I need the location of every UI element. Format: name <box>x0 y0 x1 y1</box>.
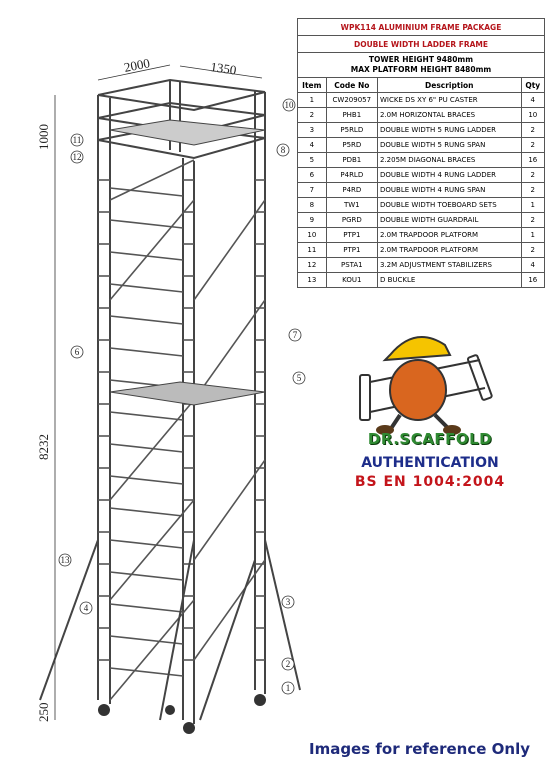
table-row <box>298 273 545 288</box>
dim-depth: 1350 <box>209 59 238 78</box>
horizontal-brace <box>110 604 183 612</box>
table-row <box>298 213 545 228</box>
callout-label: 11 <box>72 135 82 145</box>
cell-qty: 2 <box>521 243 544 258</box>
dim-guard: 1000 <box>36 124 51 150</box>
cell-qty: 1 <box>521 198 544 213</box>
cell-item: 3 <box>298 123 327 138</box>
cell-code: P5RD <box>326 138 377 153</box>
horizontal-brace <box>110 668 183 676</box>
standard-label: BS EN 1004:2004 <box>354 474 506 490</box>
cell-description: DOUBLE WIDTH GUARDRAIL <box>378 213 522 228</box>
table-subtitle-row <box>298 36 545 53</box>
cell-description: DOUBLE WIDTH 5 RUNG LADDER <box>378 123 522 138</box>
callout-11 <box>71 134 83 146</box>
cell-item: 8 <box>298 198 327 213</box>
cell-item: 2 <box>298 108 327 123</box>
dim-height: 8232 <box>36 434 51 460</box>
callout-label: 13 <box>60 555 70 565</box>
callout-3 <box>282 596 294 608</box>
parts-table <box>297 18 545 288</box>
horizontal-brace <box>110 348 183 356</box>
table-header-row <box>298 78 545 93</box>
table-row <box>298 258 545 273</box>
cell-description: DOUBLE WIDTH 4 RUNG LADDER <box>378 168 522 183</box>
cell-description: 2.0M TRAPDOOR PLATFORM <box>378 243 522 258</box>
cell-code: P4RLD <box>326 168 377 183</box>
header-code: Code No <box>326 78 377 93</box>
cell-qty: 2 <box>521 183 544 198</box>
table-row <box>298 228 545 243</box>
cell-qty: 4 <box>521 258 544 273</box>
cell-description: 2.205M DIAGONAL BRACES <box>378 153 522 168</box>
table-row <box>298 153 545 168</box>
cell-item: 12 <box>298 258 327 273</box>
cell-item: 11 <box>298 243 327 258</box>
max-platform-height: MAX PLATFORM HEIGHT 8480mm <box>350 65 492 74</box>
callout-label: 5 <box>296 373 302 383</box>
dim-base: 250 <box>36 702 51 722</box>
cell-code: P4RD <box>326 183 377 198</box>
table-row <box>298 138 545 153</box>
dim-width: 2000 <box>122 55 152 75</box>
cell-qty: 4 <box>521 93 544 108</box>
cell-qty: 2 <box>521 123 544 138</box>
callout-label: 12 <box>72 152 82 162</box>
cell-code: CW209057 <box>326 93 377 108</box>
horizontal-brace <box>110 444 183 452</box>
table-row <box>298 243 545 258</box>
table-row <box>298 168 545 183</box>
cell-qty: 16 <box>521 153 544 168</box>
header-item: Item <box>298 78 327 93</box>
callout-label: 8 <box>280 145 286 155</box>
callout-label: 4 <box>83 603 89 613</box>
callout-label: 2 <box>285 659 291 669</box>
callout-1 <box>282 682 294 694</box>
cell-code: PDB1 <box>326 153 377 168</box>
cell-code: PTP1 <box>326 228 377 243</box>
cell-description: WICKE DS XY 6" PU CASTER <box>378 93 522 108</box>
cell-code: PTP1 <box>326 243 377 258</box>
table-row <box>298 183 545 198</box>
cell-code: P5RLD <box>326 123 377 138</box>
dr-scaffold-mascot-icon <box>340 320 520 500</box>
brand-name: DR.SCAFFOLD <box>367 430 493 448</box>
header-description: Description <box>378 78 522 93</box>
cell-description: DOUBLE WIDTH 5 RUNG SPAN <box>378 138 522 153</box>
package-title: WPK114 ALUMINIUM FRAME PACKAGE <box>298 19 545 36</box>
cell-qty: 10 <box>521 108 544 123</box>
horizontal-brace <box>110 412 183 420</box>
cell-code: PSTA1 <box>326 258 377 273</box>
horizontal-brace <box>110 476 183 484</box>
callout-label: 10 <box>284 100 294 110</box>
table-row <box>298 123 545 138</box>
header-qty: Qty <box>521 78 544 93</box>
callout-12 <box>71 151 83 163</box>
cell-code: PGRD <box>326 213 377 228</box>
table-info-row <box>298 53 545 78</box>
reference-note: Images for reference Only <box>308 740 530 758</box>
callout-label: 6 <box>74 347 80 357</box>
horizontal-brace <box>110 316 183 324</box>
cell-code: TW1 <box>326 198 377 213</box>
cell-description: 2.0M HORIZONTAL BRACES <box>378 108 522 123</box>
cell-item: 10 <box>298 228 327 243</box>
callout-5 <box>293 372 305 384</box>
cell-code: PHB1 <box>326 108 377 123</box>
cell-item: 9 <box>298 213 327 228</box>
package-subtitle: DOUBLE WIDTH LADDER FRAME <box>298 36 545 53</box>
cell-item: 13 <box>298 273 327 288</box>
callout-label: 7 <box>292 330 298 340</box>
diagonal-braces <box>110 160 265 700</box>
cell-description: DOUBLE WIDTH 4 RUNG SPAN <box>378 183 522 198</box>
cell-item: 6 <box>298 168 327 183</box>
cell-qty: 2 <box>521 213 544 228</box>
callout-8 <box>277 144 289 156</box>
cell-qty: 2 <box>521 168 544 183</box>
table-row <box>298 93 545 108</box>
callout-4 <box>80 602 92 614</box>
cell-description: 2.0M TRAPDOOR PLATFORM <box>378 228 522 243</box>
cell-code: KOU1 <box>326 273 377 288</box>
parts-body <box>298 93 545 288</box>
tower-height: TOWER HEIGHT 9480mm <box>368 55 474 64</box>
horizontal-brace <box>110 540 183 548</box>
cell-description: 3.2M ADJUSTMENT STABILIZERS <box>378 258 522 273</box>
horizontal-brace <box>110 572 183 580</box>
table-title-row <box>298 19 545 36</box>
callout-6 <box>71 346 83 358</box>
authentication-label: AUTHENTICATION <box>361 455 499 471</box>
callout-7 <box>289 329 301 341</box>
horizontal-brace <box>110 636 183 644</box>
table-row <box>298 198 545 213</box>
cell-description: DOUBLE WIDTH TOEBOARD SETS <box>378 198 522 213</box>
callout-13 <box>59 554 71 566</box>
callout-10 <box>283 99 295 111</box>
cell-item: 5 <box>298 153 327 168</box>
cell-description: D BUCKLE <box>378 273 522 288</box>
callout-2 <box>282 658 294 670</box>
cell-item: 7 <box>298 183 327 198</box>
cell-qty: 1 <box>521 228 544 243</box>
cell-item: 1 <box>298 93 327 108</box>
mid-platform <box>110 382 265 405</box>
horizontal-brace <box>110 508 183 516</box>
cell-qty: 16 <box>521 273 544 288</box>
cell-item: 4 <box>298 138 327 153</box>
table-row <box>298 108 545 123</box>
callout-label: 1 <box>285 683 291 693</box>
callout-label: 3 <box>285 597 291 607</box>
cell-qty: 2 <box>521 138 544 153</box>
